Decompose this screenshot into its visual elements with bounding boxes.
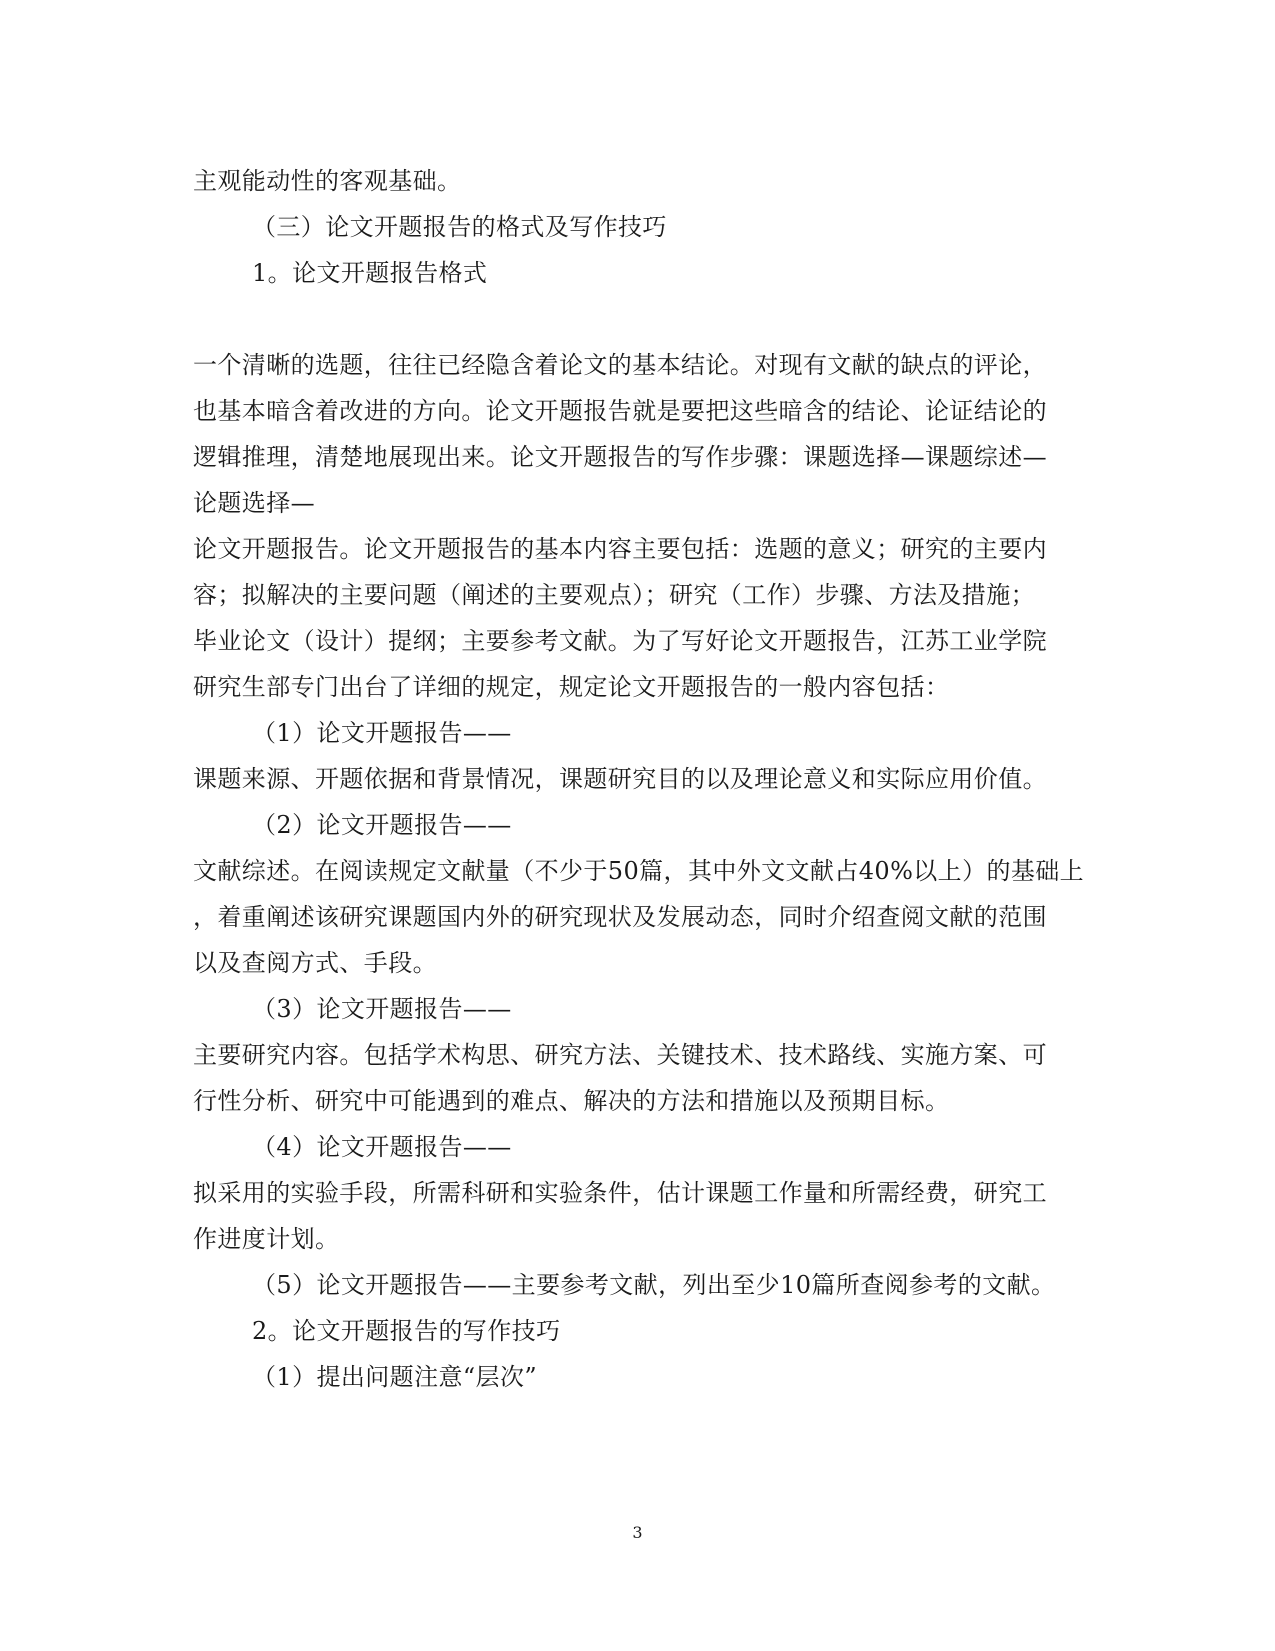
body-text-line: 主要研究内容。包括学术构思、研究方法、关键技术、技术路线、实施方案、可: [193, 1041, 1047, 1069]
body-text-line: 毕业论文（设计）提纲；主要参考文献。为了写好论文开题报告，江苏工业学院: [193, 627, 1047, 655]
body-text-line: ，着重阐述该研究课题国内外的研究现状及发展动态，同时介绍查阅文献的范围: [193, 903, 1047, 931]
list-item-heading: （1）论文开题报告——: [252, 719, 512, 747]
list-item-heading: （2）论文开题报告——: [252, 811, 512, 839]
list-item-heading: （1）提出问题注意“层次”: [252, 1363, 538, 1391]
body-text-line: 以及查阅方式、手段。: [193, 949, 437, 977]
body-text-line: 拟采用的实验手段，所需科研和实验条件，估计课题工作量和所需经费，研究工: [193, 1179, 1047, 1207]
body-text-line: 论题选择—: [193, 489, 315, 517]
body-text-line: 也基本暗含着改进的方向。论文开题报告就是要把这些暗含的结论、论证结论的: [193, 397, 1047, 425]
body-text-line: 课题来源、开题依据和背景情况，课题研究目的以及理论意义和实际应用价值。: [193, 765, 1047, 793]
body-text-line: 一个清晰的选题，往往已经隐含着论文的基本结论。对现有文献的缺点的评论，: [193, 351, 1047, 379]
subsection-heading: 2。论文开题报告的写作技巧: [252, 1317, 561, 1345]
body-text-line: 主观能动性的客观基础。: [193, 167, 462, 195]
body-text-line: 作进度计划。: [193, 1225, 340, 1253]
body-text-line: 容；拟解决的主要问题（阐述的主要观点）；研究（工作）步骤、方法及措施；: [193, 581, 1035, 609]
body-text-line: 逻辑推理，清楚地展现出来。论文开题报告的写作步骤：课题选择—课题综述—: [193, 443, 1047, 471]
body-text-line: 文献综述。在阅读规定文献量（不少于50篇，其中外文文献占40%以上）的基础上: [193, 857, 1085, 885]
list-item-heading: （4）论文开题报告——: [252, 1133, 512, 1161]
list-item-heading: （5）论文开题报告——主要参考文献，列出至少10篇所查阅参考的文献。: [252, 1271, 1056, 1299]
list-item-heading: （3）论文开题报告——: [252, 995, 512, 1023]
subsection-heading: 1。论文开题报告格式: [252, 259, 488, 287]
section-heading: （三）论文开题报告的格式及写作技巧: [252, 213, 667, 241]
body-text-line: 行性分析、研究中可能遇到的难点、解决的方法和措施以及预期目标。: [193, 1087, 950, 1115]
body-text-line: 论文开题报告。论文开题报告的基本内容主要包括：选题的意义；研究的主要内: [193, 535, 1047, 563]
body-text-line: 研究生部专门出台了详细的规定，规定论文开题报告的一般内容包括：: [193, 673, 950, 701]
page-number: 3: [632, 1523, 643, 1542]
